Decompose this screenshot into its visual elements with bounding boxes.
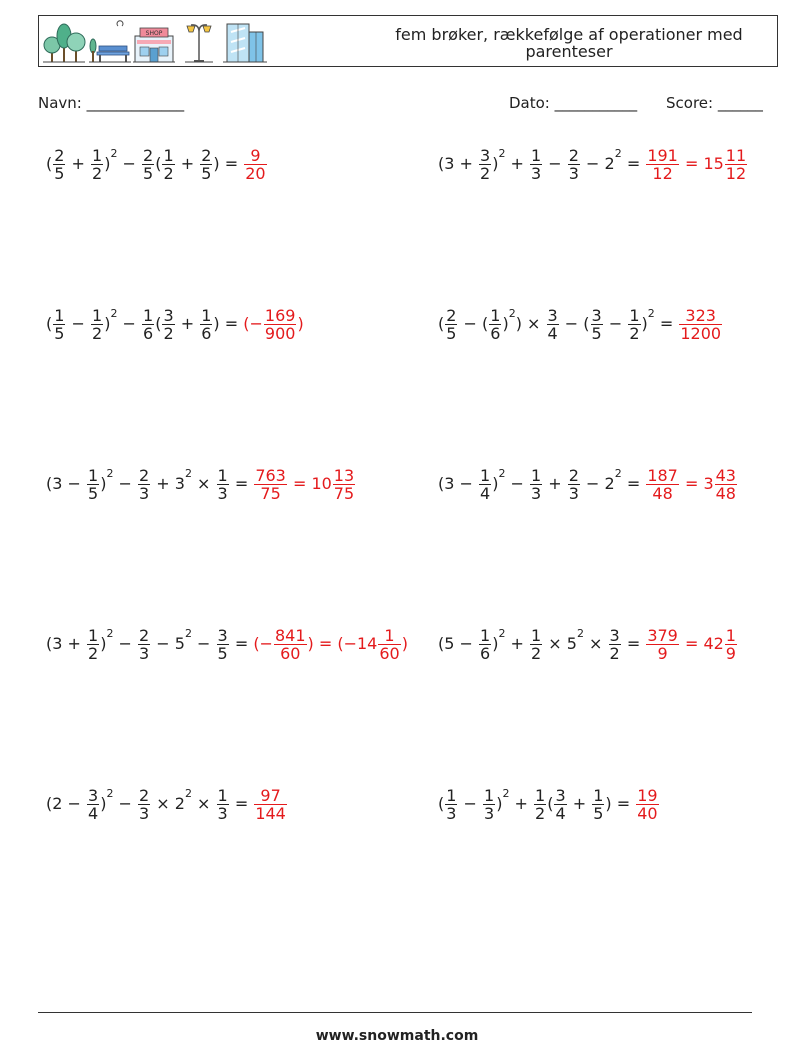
- expr-text: ): [496, 794, 503, 813]
- denominator: 6: [143, 324, 154, 343]
- numerator: 3: [163, 306, 174, 325]
- denominator: 3: [568, 164, 579, 183]
- fraction: [646, 627, 679, 662]
- denominator: 3: [484, 804, 495, 823]
- fraction: [378, 627, 400, 662]
- exponent: 2: [498, 467, 506, 480]
- expr-text: ): [492, 634, 499, 653]
- denominator: 3: [531, 484, 542, 503]
- expr-text: +: [543, 474, 567, 493]
- fraction: [53, 307, 65, 342]
- numerator: 763: [255, 466, 286, 485]
- numerator: 3: [547, 306, 558, 325]
- numerator: 1: [535, 786, 546, 805]
- denominator: 1200: [680, 324, 722, 343]
- denominator: 6: [201, 324, 212, 343]
- fraction: [725, 147, 747, 182]
- expr-text: (: [46, 154, 53, 173]
- denominator: 5: [143, 164, 154, 183]
- fraction: [91, 307, 103, 342]
- expr-text: −: [117, 154, 142, 173]
- exponent: 2: [106, 467, 114, 480]
- fraction: [53, 147, 65, 182]
- numerator: 1: [531, 146, 542, 165]
- expr-text: +: [505, 634, 530, 653]
- expr-text: =: [654, 314, 679, 333]
- denominator: 5: [54, 164, 65, 183]
- fraction: [479, 627, 491, 662]
- expr-text: − (: [458, 314, 489, 333]
- expr-text: −: [458, 794, 483, 813]
- numerator: 1: [531, 466, 542, 485]
- exponent: 2: [502, 787, 510, 800]
- denominator: 3: [531, 164, 542, 183]
- denominator: 3: [217, 804, 228, 823]
- problem-expression: [438, 786, 636, 823]
- expr-text: (3 +: [438, 154, 478, 173]
- expr-text: (−: [253, 634, 273, 653]
- problem-5: [46, 467, 356, 502]
- expr-text: ) =: [605, 794, 636, 813]
- expr-text: ): [492, 154, 499, 173]
- numerator: 3: [217, 626, 228, 645]
- fraction: [591, 307, 603, 342]
- fraction: [138, 467, 150, 502]
- numerator: 1: [378, 627, 400, 645]
- worksheet-title: fem brøker, rækkefølge af operationer med parenteser: [395, 25, 743, 61]
- denominator: 60: [280, 644, 301, 663]
- fraction: [138, 627, 150, 662]
- expr-text: −: [505, 474, 530, 493]
- denominator: 48: [715, 484, 736, 503]
- expr-text: × 2: [151, 794, 185, 813]
- city-illustration-icon: [41, 18, 271, 64]
- fraction: [333, 467, 355, 502]
- problem-3: [46, 307, 304, 342]
- building-icon: [223, 24, 267, 62]
- expr-text: ): [100, 474, 107, 493]
- problem-expression: [438, 146, 646, 183]
- exponent: 2: [184, 467, 192, 480]
- expr-text: ×: [583, 634, 608, 653]
- fraction: [646, 467, 679, 502]
- expr-text: +: [175, 314, 200, 333]
- problem-6: [438, 467, 738, 502]
- problem-expression: [438, 626, 646, 663]
- denominator: 3: [217, 484, 228, 503]
- exponent: 2: [184, 627, 192, 640]
- denominator: 5: [593, 804, 604, 823]
- numerator: 9: [244, 147, 266, 165]
- denominator: 3: [446, 804, 457, 823]
- fraction: [483, 787, 495, 822]
- numerator: 1: [143, 306, 154, 325]
- expr-text: (5 −: [438, 634, 478, 653]
- fraction: [87, 467, 99, 502]
- denominator: 3: [139, 484, 150, 503]
- denominator: 6: [490, 324, 501, 343]
- problem-answer: [243, 306, 304, 343]
- exponent: 2: [110, 307, 118, 320]
- street-lamp-icon: [185, 25, 213, 62]
- expr-text: ) ×: [515, 314, 546, 333]
- expr-text: (: [438, 314, 445, 333]
- denominator: 5: [446, 324, 457, 343]
- fraction: [244, 147, 266, 182]
- exponent: 2: [508, 307, 516, 320]
- denominator: 48: [652, 484, 673, 503]
- denominator: 900: [264, 324, 296, 343]
- problem-expression: [46, 146, 244, 183]
- numerator: 191: [647, 146, 678, 165]
- problem-answer: [253, 786, 288, 823]
- fraction: [636, 787, 658, 822]
- expr-text: + 3: [151, 474, 185, 493]
- numerator: 1: [725, 626, 736, 645]
- fraction: [138, 787, 150, 822]
- expr-text: (: [155, 314, 162, 333]
- trees-icon: [43, 24, 85, 62]
- expr-text: −: [66, 314, 91, 333]
- numerator: 2: [139, 626, 150, 645]
- numerator: 13: [333, 466, 355, 485]
- denominator: 75: [333, 484, 355, 503]
- exponent: 2: [647, 307, 655, 320]
- expr-text: ): [100, 634, 107, 653]
- expr-text: −: [113, 474, 138, 493]
- problem-8: [438, 627, 738, 662]
- problem-expression: [438, 466, 646, 503]
- problem-answer: [645, 626, 738, 663]
- denominator: 3: [139, 644, 150, 663]
- numerator: 1: [490, 306, 501, 325]
- denominator: 9: [657, 644, 668, 663]
- problem-9: [46, 787, 288, 822]
- expr-text: =: [621, 154, 646, 173]
- footer-url[interactable]: www.snowmath.com: [315, 1028, 479, 1044]
- expr-text: = 42: [679, 634, 724, 653]
- denominator: 2: [92, 324, 103, 343]
- numerator: 1: [201, 306, 212, 325]
- expr-text: (: [155, 154, 162, 173]
- expr-text: −: [191, 634, 216, 653]
- fraction: [530, 147, 542, 182]
- expr-text: =: [229, 794, 254, 813]
- expr-text: +: [175, 154, 200, 173]
- problem-expression: [46, 306, 244, 343]
- denominator: 75: [260, 484, 281, 503]
- fraction: [568, 467, 580, 502]
- numerator: 3: [88, 786, 99, 805]
- denominator: 2: [163, 324, 174, 343]
- exponent: 2: [576, 627, 584, 640]
- fraction: [91, 147, 103, 182]
- expr-text: =: [229, 634, 254, 653]
- fraction: [479, 467, 491, 502]
- problem-answer: [645, 146, 748, 183]
- fraction: [628, 307, 640, 342]
- numerator: 1: [629, 306, 640, 325]
- denominator: 2: [480, 164, 491, 183]
- fraction: [87, 787, 99, 822]
- denominator: 12: [652, 164, 673, 183]
- expr-text: ): [297, 314, 304, 333]
- problem-answer: [645, 466, 738, 503]
- numerator: 2: [54, 146, 65, 165]
- numerator: 3: [609, 626, 620, 645]
- denominator: 144: [255, 804, 286, 823]
- svg-text:SHOP: SHOP: [145, 30, 163, 37]
- numerator: 2: [568, 146, 579, 165]
- expr-text: − 2: [580, 474, 615, 493]
- expr-text: ): [502, 314, 509, 333]
- denominator: 4: [547, 324, 558, 343]
- expr-text: (3 −: [46, 474, 86, 493]
- expr-text: ×: [191, 794, 216, 813]
- fraction: [445, 787, 457, 822]
- numerator: 97: [254, 787, 287, 805]
- expr-text: (2 −: [46, 794, 86, 813]
- fraction: [87, 627, 99, 662]
- expr-text: − (: [559, 314, 590, 333]
- numerator: 841: [274, 626, 306, 645]
- expr-text: ): [492, 474, 499, 493]
- expr-text: − 5: [151, 634, 185, 653]
- numerator: 1: [88, 626, 99, 645]
- problem-expression: [46, 626, 254, 663]
- fraction: [547, 307, 559, 342]
- expr-text: = 15: [679, 154, 724, 173]
- numerator: 2: [139, 466, 150, 485]
- expr-text: =: [621, 474, 646, 493]
- numerator: 3: [591, 306, 602, 325]
- expr-text: ): [104, 314, 111, 333]
- denominator: 3: [139, 804, 150, 823]
- numerator: 3: [555, 786, 566, 805]
- fraction: [534, 787, 546, 822]
- numerator: 1: [92, 146, 103, 165]
- fraction: [592, 787, 604, 822]
- expr-text: ) = (−14: [307, 634, 378, 653]
- fraction: [200, 307, 212, 342]
- expr-text: ×: [191, 474, 216, 493]
- numerator: 2: [139, 786, 150, 805]
- numerator: 1: [484, 786, 495, 805]
- fraction: [217, 627, 229, 662]
- fraction: [264, 307, 297, 342]
- fraction: [200, 147, 212, 182]
- denominator: 40: [637, 804, 658, 823]
- fraction: [445, 307, 457, 342]
- denominator: 2: [531, 644, 542, 663]
- fraction: [715, 467, 737, 502]
- expr-text: +: [66, 154, 91, 173]
- expr-text: ): [401, 634, 408, 653]
- expr-text: ): [100, 794, 107, 813]
- fraction: [489, 307, 501, 342]
- fraction: [217, 467, 229, 502]
- problem-2: [438, 147, 748, 182]
- exponent: 2: [498, 147, 506, 160]
- expr-text: = 10: [287, 474, 332, 493]
- expr-text: = 3: [679, 474, 714, 493]
- denominator: 5: [591, 324, 602, 343]
- expr-text: −: [603, 314, 628, 333]
- expr-text: +: [505, 154, 530, 173]
- denominator: 2: [609, 644, 620, 663]
- denominator: 2: [88, 644, 99, 663]
- problem-expression: [46, 786, 254, 823]
- denominator: 2: [163, 164, 174, 183]
- denominator: 4: [88, 804, 99, 823]
- expr-text: − 2: [580, 154, 615, 173]
- footer-divider: [38, 1012, 752, 1013]
- numerator: 1: [217, 466, 228, 485]
- numerator: 19: [637, 786, 658, 805]
- denominator: 20: [245, 164, 266, 183]
- numerator: 1: [480, 626, 491, 645]
- expr-text: =: [229, 474, 254, 493]
- expr-text: ) =: [213, 154, 244, 173]
- fraction: [530, 627, 542, 662]
- fraction: [142, 147, 154, 182]
- denominator: 60: [379, 644, 400, 663]
- denominator: 6: [480, 644, 491, 663]
- numerator: 1: [593, 786, 604, 805]
- fraction: [254, 467, 287, 502]
- problem-expression: [438, 306, 679, 343]
- problem-10: [438, 787, 660, 822]
- fraction: [554, 787, 566, 822]
- expr-text: × 5: [543, 634, 577, 653]
- exponent: 2: [106, 787, 114, 800]
- denominator: 2: [92, 164, 103, 183]
- exponent: 2: [498, 627, 506, 640]
- exponent: 2: [614, 467, 622, 480]
- denominator: 2: [629, 324, 640, 343]
- denominator: 12: [725, 164, 747, 183]
- denominator: 5: [88, 484, 99, 503]
- expr-text: ): [641, 314, 648, 333]
- numerator: 2: [568, 466, 579, 485]
- numerator: 2: [446, 306, 457, 325]
- score-field[interactable]: Score: ______: [666, 94, 763, 112]
- fraction: [530, 467, 542, 502]
- expr-text: (−: [243, 314, 263, 333]
- numerator: 43: [715, 466, 736, 485]
- bench-icon: [89, 39, 131, 62]
- denominator: 4: [480, 484, 491, 503]
- fraction: [646, 147, 679, 182]
- problem-answer: [253, 626, 408, 663]
- problem-1: [46, 147, 268, 182]
- expr-text: −: [113, 794, 138, 813]
- numerator: 2: [143, 146, 154, 165]
- numerator: 11: [725, 146, 747, 165]
- problem-answer: [635, 786, 659, 823]
- exponent: 2: [106, 627, 114, 640]
- problem-answer: [678, 306, 723, 343]
- fraction: [568, 147, 580, 182]
- fraction: [725, 627, 737, 662]
- numerator: 3: [480, 146, 491, 165]
- expr-text: =: [621, 634, 646, 653]
- numerator: 1: [163, 146, 174, 165]
- numerator: 1: [531, 626, 542, 645]
- exponent: 2: [614, 147, 622, 160]
- problem-expression: [46, 466, 254, 503]
- fraction: [609, 627, 621, 662]
- fraction: [479, 147, 491, 182]
- numerator: 323: [679, 307, 722, 325]
- numerator: 187: [647, 466, 678, 485]
- numerator: 1: [92, 306, 103, 325]
- denominator: 4: [555, 804, 566, 823]
- fraction: [162, 147, 174, 182]
- denominator: 5: [217, 644, 228, 663]
- denominator: 2: [535, 804, 546, 823]
- header-box: [38, 15, 778, 67]
- exponent: 2: [184, 787, 192, 800]
- fraction: [679, 307, 722, 342]
- fraction: [274, 627, 307, 662]
- expr-text: (: [46, 314, 53, 333]
- numerator: 1: [217, 786, 228, 805]
- fraction: [162, 307, 174, 342]
- denominator: 5: [54, 324, 65, 343]
- numerator: 379: [647, 626, 678, 645]
- exponent: 2: [110, 147, 118, 160]
- numerator: 1: [480, 466, 491, 485]
- date-field[interactable]: Dato: ___________: [509, 94, 638, 112]
- expr-text: (: [438, 794, 445, 813]
- numerator: 1: [54, 306, 65, 325]
- expr-text: −: [117, 314, 142, 333]
- expr-text: −: [113, 634, 138, 653]
- expr-text: +: [509, 794, 534, 813]
- expr-text: +: [567, 794, 592, 813]
- expr-text: ) =: [213, 314, 244, 333]
- expr-text: (3 +: [46, 634, 86, 653]
- fraction: [142, 307, 154, 342]
- numerator: 1: [446, 786, 457, 805]
- expr-text: ): [104, 154, 111, 173]
- denominator: 9: [725, 644, 736, 663]
- denominator: 3: [568, 484, 579, 503]
- fraction: [217, 787, 229, 822]
- numerator: 2: [201, 146, 212, 165]
- problem-7: [46, 627, 408, 662]
- numerator: 169: [264, 306, 296, 325]
- expr-text: (3 −: [438, 474, 478, 493]
- expr-text: (: [547, 794, 554, 813]
- problem-4: [438, 307, 723, 342]
- numerator: 1: [88, 466, 99, 485]
- problem-answer: [253, 466, 356, 503]
- name-field[interactable]: Navn: _____________: [38, 94, 185, 112]
- problem-answer: [243, 146, 267, 183]
- fraction: [254, 787, 287, 822]
- denominator: 5: [201, 164, 212, 183]
- expr-text: −: [543, 154, 567, 173]
